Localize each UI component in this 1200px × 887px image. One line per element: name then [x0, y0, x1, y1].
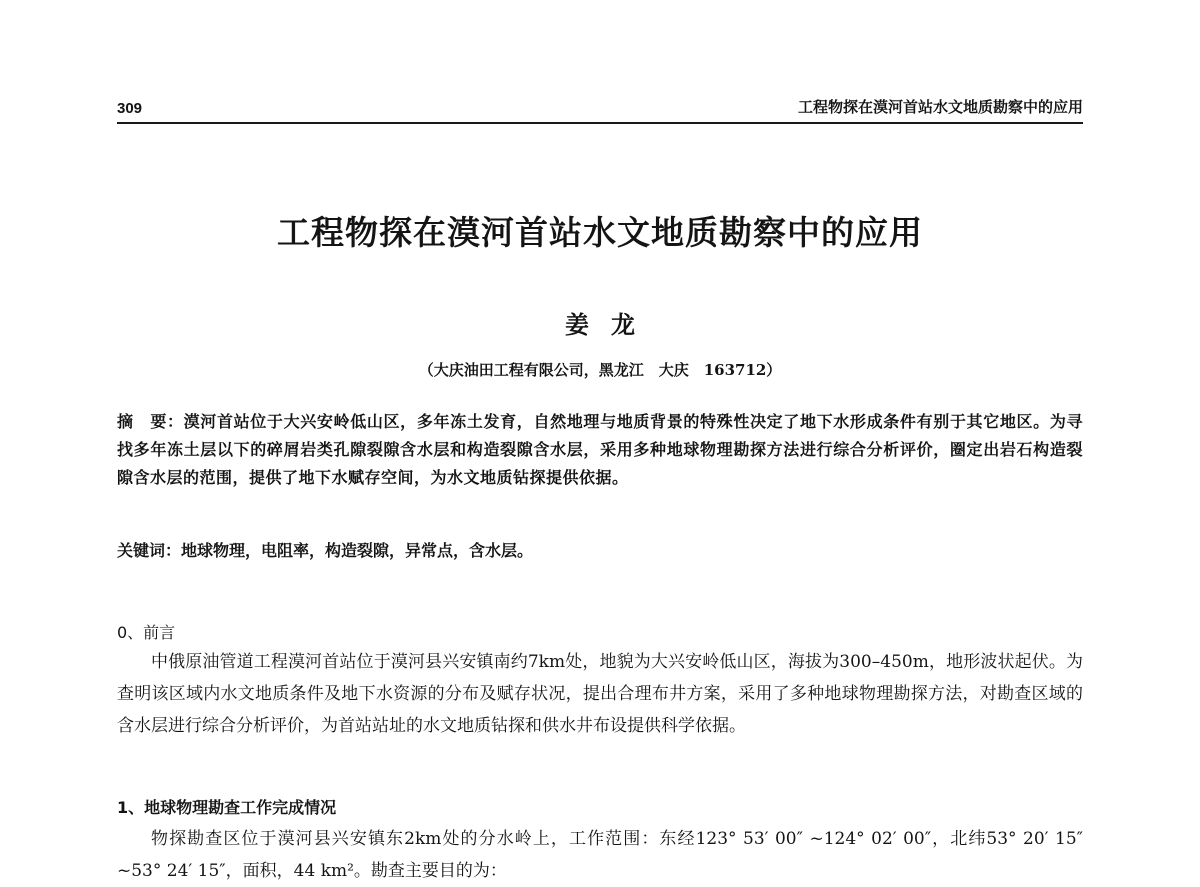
running-title: 工程物探在漠河首站水文地质勘察中的应用	[797, 98, 1083, 116]
section-paragraph-survey-work: 物探勘查区位于漠河县兴安镇东2km处的分水岭上，工作范围：东经123° 53′ 00″ ~124° 02′ 00″，北纬53° 20′ 15″ ~53° 24′ 15″，面积，44 km²。勘查主要目的为：	[117, 829, 1083, 881]
abstract-label: 摘 要：	[117, 412, 184, 431]
author: 姜龙	[565, 311, 657, 339]
abstract	[117, 408, 1083, 492]
keywords-text: 地球物理，电阻率，构造裂隙，异常点，含水层。	[181, 541, 534, 560]
section-paragraph-preface: 中俄原油管道工程漠河首站位于漠河县兴安镇南约7km处，地貌为大兴安岭低山区，海拔为300–450m，地形波状起伏。为查明该区域内水文地质条件及地下水资源的分布及赋存状况，提出合理布井方案，采用了多种地球物理勘探方法，对勘查区域的含水层进行综合分析评价，为首站站址的水文地质钻探和供水井布设提供科学依据。	[117, 652, 1083, 736]
paper-title: 工程物探在漠河首站水文地质勘察中的应用	[277, 213, 923, 252]
keywords-label: 关键词：	[117, 541, 182, 560]
abstract-text: 漠河首站位于大兴安岭低山区，多年冻土发育，自然地理与地质背景的特殊性决定了地下水形成条件有别于其它地区。为寻找多年冻土层以下的碎屑岩类孔隙裂隙含水层和构造裂隙含水层，采用多种地球物理勘探方法进行综合分析评价，圈定出岩石构造裂隙含水层的范围，提供了地下水赋存空间，为水文地质钻探提供依据。	[117, 412, 1083, 487]
section-heading-preface: 0、前言	[117, 623, 176, 642]
section-heading-survey-work: 1、地球物理勘查工作完成情况	[117, 798, 337, 817]
page-number: 309	[117, 100, 143, 117]
affiliation: （大庆油田工程有限公司，黑龙江 大庆 163712）	[418, 361, 782, 379]
running-header	[117, 94, 1083, 124]
keywords	[117, 537, 1083, 565]
